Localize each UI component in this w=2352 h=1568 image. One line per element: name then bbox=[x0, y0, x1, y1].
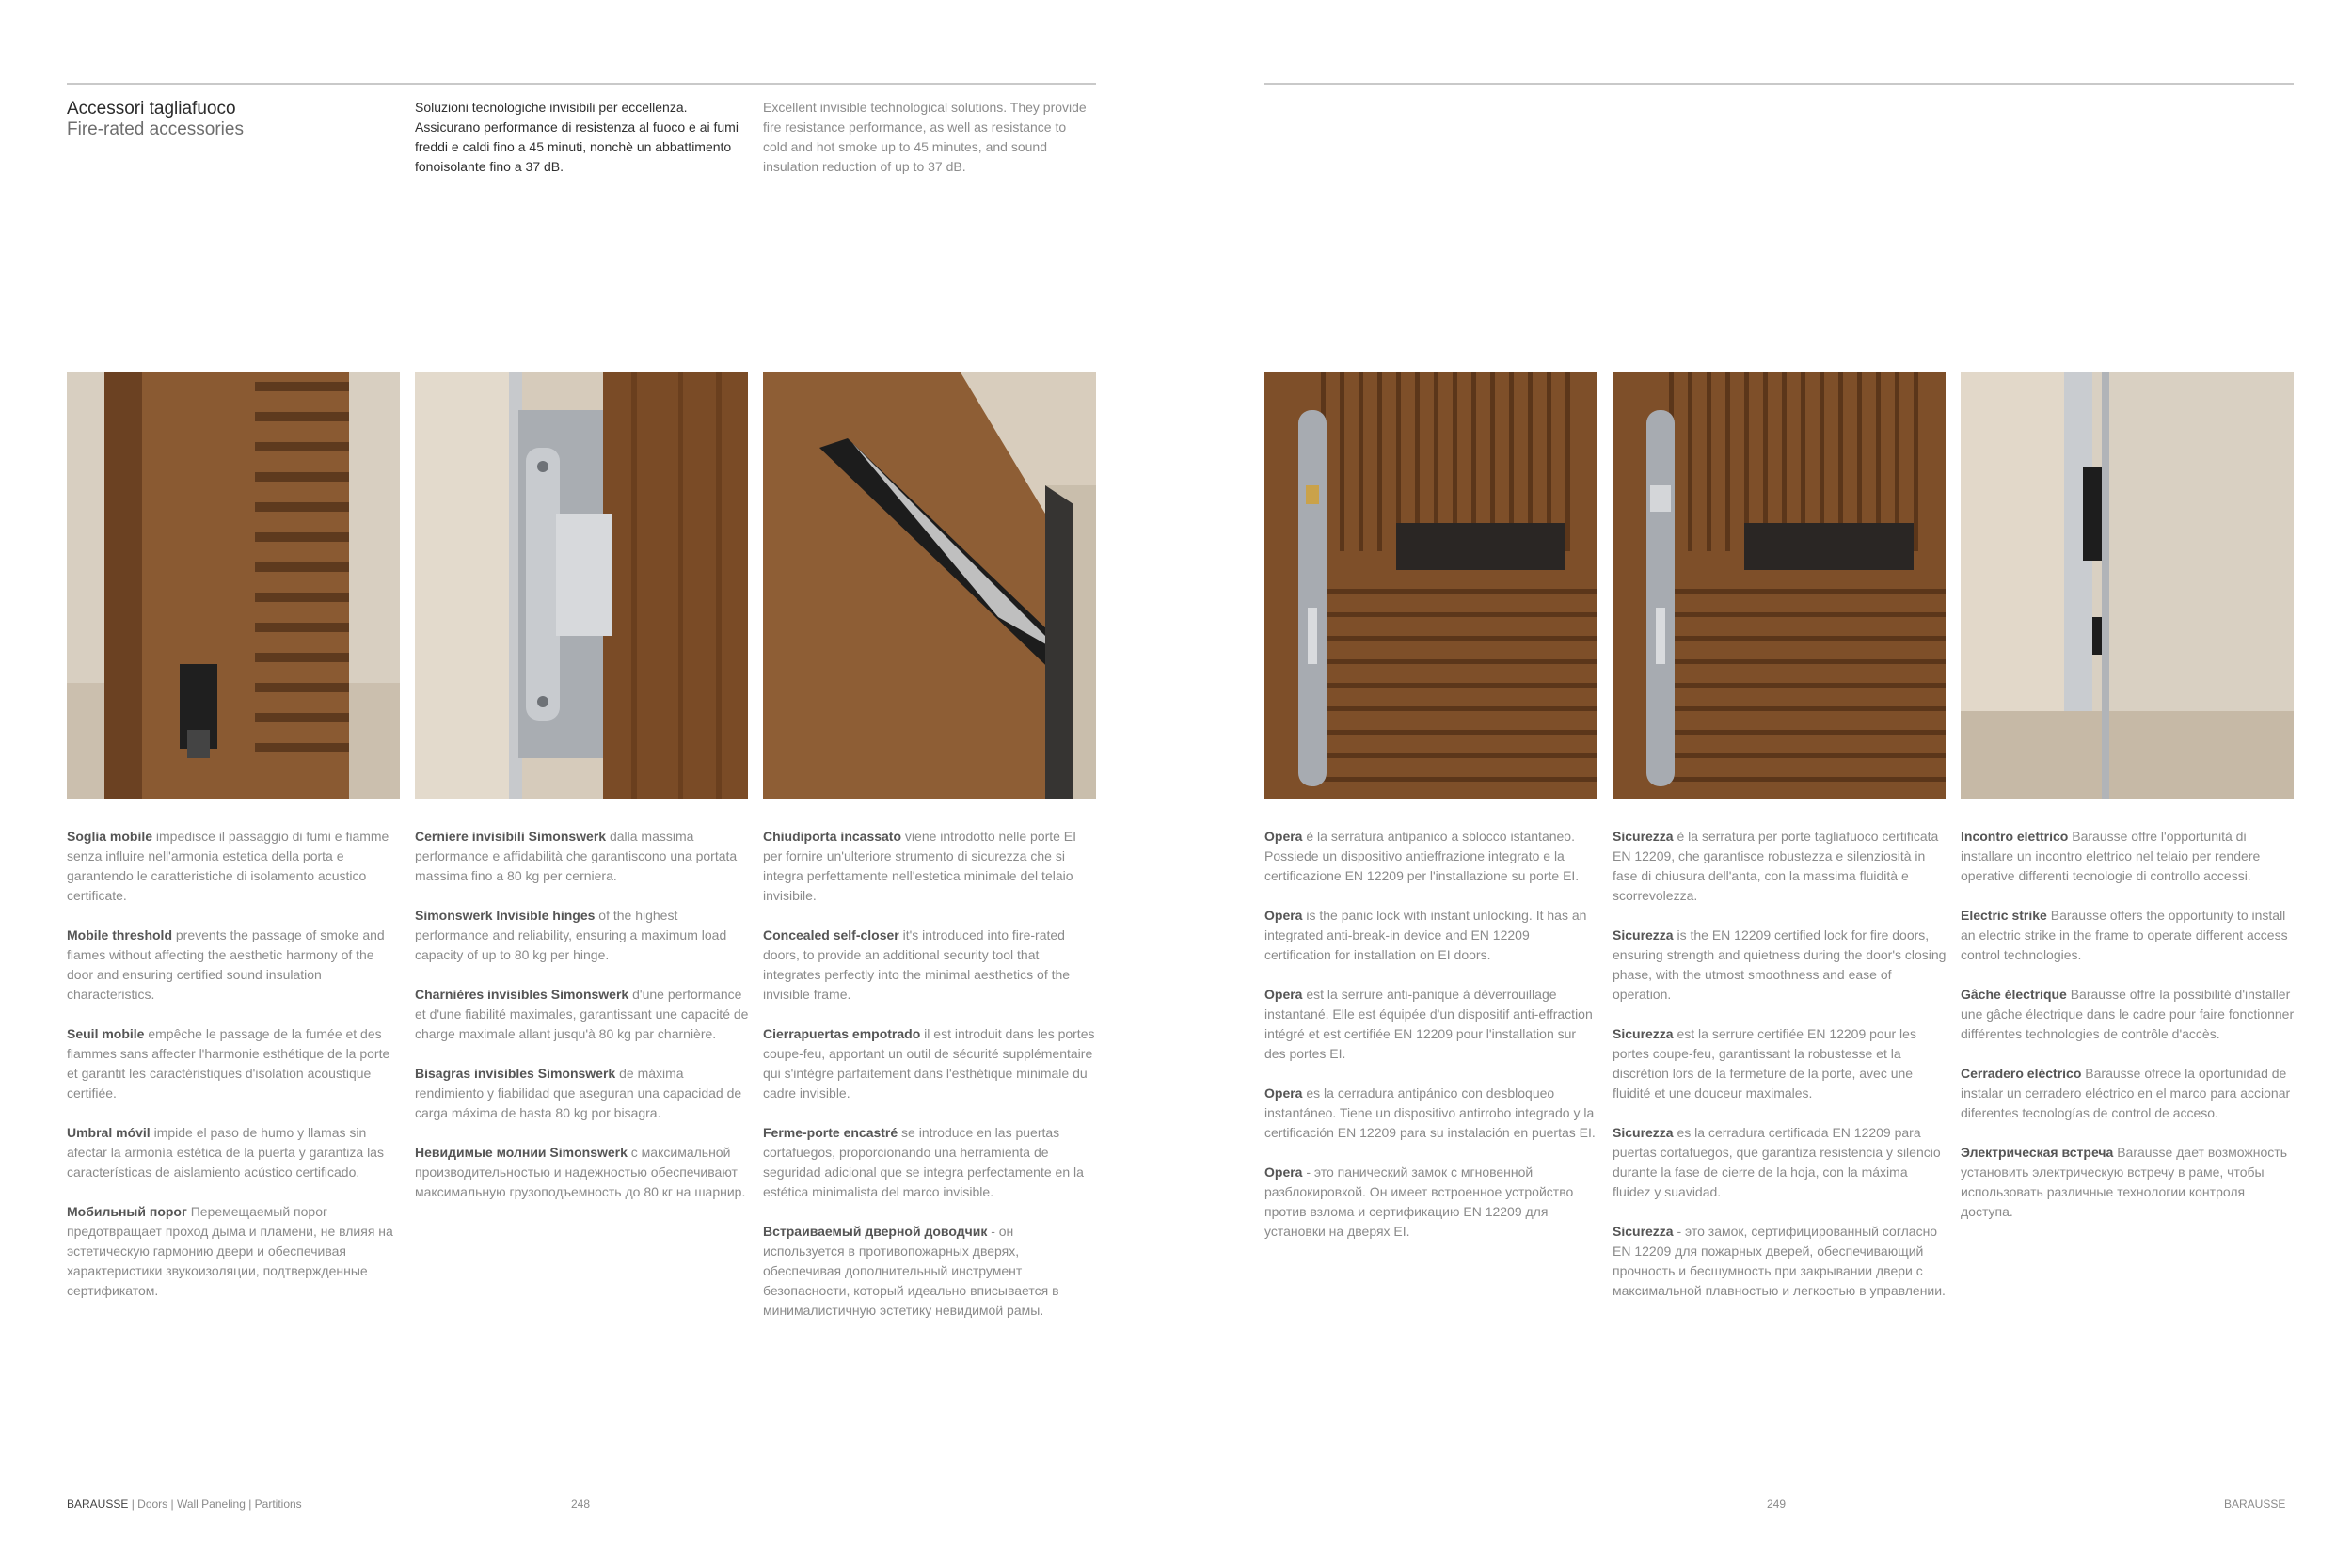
product-name: Opera bbox=[1264, 829, 1303, 844]
product-name: Sicurezza bbox=[1613, 927, 1674, 942]
photo-opera-lock bbox=[1264, 372, 1597, 799]
description-text: es la cerradura antipánico con desbloqueo instantáneo. Tiene un dispositivo antirrobo integrado y la certificación EN 12209 para su instalación en puertas EI. bbox=[1264, 1085, 1596, 1140]
description-text: Barausse offers the opportunity to install an electric strike in the frame to operate different access control technologies. bbox=[1961, 908, 2288, 962]
description-paragraph bbox=[1961, 906, 2296, 965]
description-paragraph bbox=[415, 1143, 750, 1202]
product-name: Электрическая встреча bbox=[1961, 1145, 2114, 1160]
page-number-left: 248 bbox=[571, 1497, 591, 1511]
footer-categories: Doors | Wall Paneling | Partitions bbox=[137, 1497, 302, 1511]
description-paragraph bbox=[1613, 827, 1947, 906]
description-text: - это замок, сертифицированный согласно EN 12209 для пожарных дверей, обеспечивающий прочность и бесшумность при закрывании двери с максимальной плавностью и легкостью в управлении. bbox=[1613, 1224, 1946, 1298]
description-text: il est introduit dans les portes coupe-feu, apportant un outil de sécurité supplémentaire qui s'intègre parfaitement dans l'esthétique minimale du cadre invisible. bbox=[763, 1026, 1095, 1101]
description-text: d'une performance et d'une fiabilité maximales, garantissant une capacité de charge maximale allant jusqu'à 80 kg par charnière. bbox=[415, 987, 749, 1041]
product-name: Mobile threshold bbox=[67, 927, 172, 942]
description-text: Barausse дает возможность установить электрическую встречу в раме, чтобы использовать различные технологии контроля доступа. bbox=[1961, 1145, 2287, 1219]
description-text: es la cerradura certificada EN 12209 para puertas cortafuegos, que garantiza resistencia y silencio durante la fase de cierre de la hoja, con la máxima fluidez y suavidad. bbox=[1613, 1125, 1941, 1199]
photo-sicurezza-lock bbox=[1613, 372, 1946, 799]
description-text: is the EN 12209 certified lock for fire doors, ensuring strength and quietness during the door's closing phase, with the utmost smoothness and ease of operation. bbox=[1613, 927, 1947, 1002]
description-paragraph bbox=[415, 985, 750, 1044]
description-text: it's introduced into fire-rated doors, to provide an additional security tool that integrates perfectly into the minimal aesthetics of the invisible frame. bbox=[763, 927, 1071, 1002]
product-name: Sicurezza bbox=[1613, 829, 1674, 844]
text-column-sicurezza bbox=[1613, 827, 1947, 1321]
footer-brand-left: BARAUSSE bbox=[67, 1497, 129, 1511]
description-paragraph bbox=[67, 1123, 402, 1182]
description-text: dalla massima performance e affidabilità che garantiscono una portata massima fino a 80 kg per cerniera. bbox=[415, 829, 738, 883]
product-name: Electric strike bbox=[1961, 908, 2047, 923]
description-text: Barausse offre l'opportunità di installare un incontro elettrico nel telaio per rendere operative differenti tecnologie di controllo accessi. bbox=[1961, 829, 2261, 883]
product-name: Opera bbox=[1264, 908, 1303, 923]
photo-concealed-closer bbox=[763, 372, 1096, 799]
description-text: impide el paso de humo y llamas sin afectar la armonía estética de la puerta y garantiza las características de aislamiento acústico certificado. bbox=[67, 1125, 384, 1180]
description-text: Barausse ofrece la oportunidad de instalar un cerradero eléctrico en el marco para accionar diferentes tecnologías de control de acceso. bbox=[1961, 1066, 2291, 1120]
description-paragraph bbox=[1264, 1084, 1599, 1143]
intro-italian: Soluzioni tecnologiche invisibili per eccellenza. Assicurano performance di resistenza al fuoco e ai fumi freddi e caldi fino a 45 minuti, nonchè un abbattimento fonoisolante fino a 37 dB. bbox=[415, 100, 739, 174]
description-paragraph bbox=[1961, 1143, 2296, 1222]
product-name: Sicurezza bbox=[1613, 1026, 1674, 1041]
product-name: Charnières invisibles Simonswerk bbox=[415, 987, 629, 1002]
description-paragraph bbox=[1961, 1064, 2296, 1123]
description-text: viene introdotto nelle porte EI per fornire un'ulteriore strumento di sicurezza che si integra perfettamente nell'estetica minimale del telaio invisibile. bbox=[763, 829, 1077, 903]
text-column-threshold bbox=[67, 827, 402, 1321]
product-name: Невидимые молнии Simonswerk bbox=[415, 1145, 628, 1160]
description-paragraph bbox=[763, 1222, 1098, 1321]
text-column-opera bbox=[1264, 827, 1599, 1261]
description-text: impedisce il passaggio di fumi e fiamme senza influire nell'armonia estetica della porta e garantendo le caratteristiche di isolamento acustico certificate. bbox=[67, 829, 389, 903]
description-paragraph bbox=[1961, 985, 2296, 1044]
product-name: Sicurezza bbox=[1613, 1125, 1674, 1140]
product-name: Umbral móvil bbox=[67, 1125, 151, 1140]
product-name: Opera bbox=[1264, 987, 1303, 1002]
product-name: Gâche électrique bbox=[1961, 987, 2067, 1002]
footer-left bbox=[67, 1497, 302, 1511]
product-name: Мобильный порог bbox=[67, 1204, 187, 1219]
product-name: Opera bbox=[1264, 1085, 1303, 1101]
description-text: of the highest performance and reliability, ensuring a maximum load capacity of up to 80 kg per hinge. bbox=[415, 908, 727, 962]
product-name: Simonswerk Invisible hinges bbox=[415, 908, 596, 923]
description-paragraph bbox=[67, 1024, 402, 1103]
product-name: Concealed self-closer bbox=[763, 927, 899, 942]
product-name: Seuil mobile bbox=[67, 1026, 145, 1041]
page-title-english: Fire-rated accessories bbox=[67, 119, 244, 139]
product-name: Cerniere invisibili Simonswerk bbox=[415, 829, 607, 844]
description-paragraph bbox=[415, 906, 750, 965]
description-text: est la serrure certifiée EN 12209 pour les portes coupe-feu, garantissant la robustesse et la discrétion lors de la fermeture de la porte, avec une fluidité et une douceur maximales. bbox=[1613, 1026, 1916, 1101]
description-paragraph bbox=[763, 1123, 1098, 1202]
description-paragraph bbox=[1613, 1123, 1947, 1202]
description-paragraph bbox=[67, 1202, 402, 1301]
description-paragraph bbox=[1961, 827, 2296, 886]
description-text: est la serrure anti-panique à déverrouillage instantané. Elle est équipée d'un dispositif anti-effraction intégré et est certifiée EN 12209 pour l'installation sur des portes EI. bbox=[1264, 987, 1593, 1061]
description-paragraph bbox=[763, 827, 1098, 906]
description-paragraph bbox=[1613, 926, 1947, 1005]
description-text: Barausse offre la possibilité d'installer une gâche électrique dans le cadre pour faire fonctionner différentes technologies de contrôle d'accès. bbox=[1961, 987, 2295, 1041]
page-number-right: 249 bbox=[1767, 1497, 1787, 1511]
product-name: Cerradero eléctrico bbox=[1961, 1066, 2082, 1081]
description-paragraph bbox=[67, 926, 402, 1005]
description-text: - это панический замок с мгновенной разблокировкой. Он имеет встроенное устройство против взлома и сертификацию EN 12209 для установки на дверях EI. bbox=[1264, 1164, 1574, 1239]
description-paragraph bbox=[1264, 827, 1599, 886]
description-paragraph bbox=[415, 827, 750, 886]
photo-invisible-hinge bbox=[415, 372, 748, 799]
description-text: - он используется в противопожарных дверях, обеспечивая дополнительный инструмент безопасности, который идеально вписывается в минималистичную эстетику невидимой рамы. bbox=[763, 1224, 1059, 1318]
page-title-italian: Accessori tagliafuoco bbox=[67, 99, 236, 119]
photo-mobile-threshold bbox=[67, 372, 400, 799]
product-name: Ferme-porte encastré bbox=[763, 1125, 898, 1140]
top-rule-left bbox=[67, 83, 1096, 85]
photo-electric-strike bbox=[1961, 372, 2294, 799]
description-paragraph bbox=[1264, 906, 1599, 965]
text-column-hinges bbox=[415, 827, 750, 1222]
product-name: Sicurezza bbox=[1613, 1224, 1674, 1239]
description-text: is the panic lock with instant unlocking. It has an integrated anti-break-in device and EN 12209 certification for installation on EI doors. bbox=[1264, 908, 1587, 962]
description-text: se introduce en las puertas cortafuegos, proporcionando una herramienta de seguridad adicional que se integra perfectamente en la estética minimalista del marco invisible. bbox=[763, 1125, 1084, 1199]
description-paragraph bbox=[1264, 1163, 1599, 1242]
text-column-closer bbox=[763, 827, 1098, 1340]
intro-english: Excellent invisible technological solutions. They provide fire resistance performance, as well as resistance to cold and hot smoke up to 45 minutes, and sound insulation reduction of up to 37 dB. bbox=[763, 100, 1087, 174]
description-text: è la serratura antipanico a sblocco istantaneo. Possiede un dispositivo antieffrazione integrato e la certificazione EN 12209 per l'installazione su porte EI. bbox=[1264, 829, 1580, 883]
description-paragraph bbox=[415, 1064, 750, 1123]
text-column-electric-strike bbox=[1961, 827, 2296, 1242]
product-name: Soglia mobile bbox=[67, 829, 153, 844]
product-name: Incontro elettrico bbox=[1961, 829, 2069, 844]
description-paragraph bbox=[1264, 985, 1599, 1064]
footer-brand-right: BARAUSSE bbox=[2224, 1497, 2286, 1511]
footer-separator: | bbox=[128, 1497, 138, 1511]
description-text: de máxima rendimiento y fiabilidad que aseguran una capacidad de carga máxima de hasta 80 kg por bisagra. bbox=[415, 1066, 742, 1120]
description-text: empêche le passage de la fumée et des flammes sans affecter l'harmonie esthétique de la porte et garantit les caractéristiques d'isolation acoustique certifiée. bbox=[67, 1026, 390, 1101]
description-text: с максимальной производительностью и надежностью обеспечивают максимальную грузоподъемность до 80 кг на шарнир. bbox=[415, 1145, 746, 1199]
description-text: prevents the passage of smoke and flames without affecting the aesthetic harmony of the door and ensuring certified sound insulation characteristics. bbox=[67, 927, 385, 1002]
product-name: Cierrapuertas empotrado bbox=[763, 1026, 921, 1041]
product-name: Встраиваемый дверной доводчик bbox=[763, 1224, 988, 1239]
description-paragraph bbox=[763, 1024, 1098, 1103]
product-name: Opera bbox=[1264, 1164, 1303, 1180]
product-name: Bisagras invisibles Simonswerk bbox=[415, 1066, 616, 1081]
description-paragraph bbox=[1613, 1024, 1947, 1103]
product-name: Chiudiporta incassato bbox=[763, 829, 902, 844]
description-text: è la serratura per porte tagliafuoco certificata EN 12209, che garantisce robustezza e silenziosità in fase di chiusura dell'anta, con la massima fluidità e scorrevolezza. bbox=[1613, 829, 1939, 903]
description-paragraph bbox=[67, 827, 402, 906]
description-paragraph bbox=[763, 926, 1098, 1005]
description-paragraph bbox=[1613, 1222, 1947, 1301]
description-text: Перемещаемый порог предотвращает проход дыма и пламени, не влияя на эстетическую гармонию двери и обеспечивая характеристики звукоизоляции, подтвержденные сертификатом. bbox=[67, 1204, 393, 1298]
top-rule-right bbox=[1264, 83, 2294, 85]
